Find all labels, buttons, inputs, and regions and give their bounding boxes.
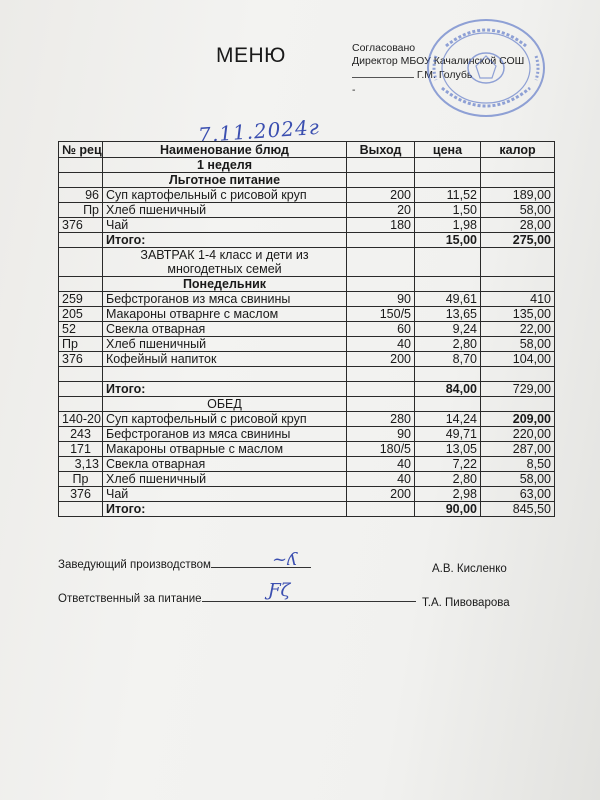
menu-title: МЕНЮ	[216, 44, 286, 67]
cell-name: Хлеб пшеничный	[103, 203, 347, 218]
cell-kcal: 209,00	[481, 412, 555, 427]
cell-rec: 52	[59, 322, 103, 337]
table-row	[59, 487, 555, 502]
cell-out: 150/5	[347, 307, 415, 322]
cell-out: 200	[347, 188, 415, 203]
table-row	[59, 442, 555, 457]
cell-price: 2,80	[415, 472, 481, 487]
cell-kcal: 58,00	[481, 472, 555, 487]
cell-kcal: 58,00	[481, 337, 555, 352]
total-row	[59, 233, 555, 248]
director-name: Г.М. Голубь	[416, 69, 473, 81]
table-row	[59, 203, 555, 218]
cell-name: Хлеб пшеничный	[103, 472, 347, 487]
cell-out: 90	[347, 427, 415, 442]
total-price: 90,00	[415, 502, 481, 517]
cell-kcal: 58,00	[481, 203, 555, 218]
responsible-name: Т.А. Пивоварова	[422, 597, 510, 609]
cell-name: Макароны отварные с маслом	[103, 442, 347, 457]
cell-rec: 243	[59, 427, 103, 442]
day-row	[59, 277, 555, 292]
cell-kcal: 220,00	[481, 427, 555, 442]
cell-kcal: 410	[481, 292, 555, 307]
cell-out: 40	[347, 337, 415, 352]
cell-out: 40	[347, 472, 415, 487]
responsible-signature-icon: Ƒζ	[268, 580, 291, 601]
manager-name: А.В. Кисленко	[432, 563, 507, 575]
table-row	[59, 337, 555, 352]
cell-kcal: 104,00	[481, 352, 555, 367]
cell-out: 200	[347, 487, 415, 502]
cell-rec: Пр	[59, 472, 103, 487]
responsible-signature-line	[58, 591, 416, 605]
approval-line1: Согласовано	[352, 42, 416, 54]
manager-signature-icon: ~ʎ	[272, 549, 298, 570]
cell-out: 200	[347, 352, 415, 367]
cell-out: 60	[347, 322, 415, 337]
cell-kcal: 287,00	[481, 442, 555, 457]
cell-price: 14,24	[415, 412, 481, 427]
cell-rec: 96	[59, 188, 103, 203]
cell-rec: Пр	[59, 203, 103, 218]
total-kcal: 729,00	[481, 382, 555, 397]
cell-rec: 376	[59, 487, 103, 502]
cell-rec: 259	[59, 292, 103, 307]
responsible-label: Ответственный за питание	[58, 593, 202, 605]
col-header-kcal: калор	[481, 142, 555, 158]
cell-kcal: 63,00	[481, 487, 555, 502]
approval-line2: Директор МБОУ Качалинской СОШ	[352, 55, 525, 67]
cell-kcal: 28,00	[481, 218, 555, 233]
table-row	[59, 307, 555, 322]
cell-price: 7,22	[415, 457, 481, 472]
total-label: Итого:	[103, 502, 347, 517]
cell-out: 20	[347, 203, 415, 218]
cell-rec: 376	[59, 352, 103, 367]
cell-name: Кофейный напиток	[103, 352, 347, 367]
cell-price: 1,98	[415, 218, 481, 233]
cell-rec: 376	[59, 218, 103, 233]
cell-rec: 171	[59, 442, 103, 457]
total-label: Итого:	[103, 233, 347, 248]
cell-price: 1,50	[415, 203, 481, 218]
handwritten-date: 7.11.2024г	[197, 114, 321, 148]
cell-name: Суп картофельный с рисовой круп	[103, 188, 347, 203]
table-row	[59, 427, 555, 442]
cell-name: Свекла отварная	[103, 322, 347, 337]
cell-rec: 205	[59, 307, 103, 322]
table-row	[59, 352, 555, 367]
table-row	[59, 457, 555, 472]
col-header-rec: № рец	[59, 142, 103, 158]
cell-name: Хлеб пшеничный	[103, 337, 347, 352]
col-header-price: цена	[415, 142, 481, 158]
table-row	[59, 322, 555, 337]
table-row	[59, 292, 555, 307]
cell-name: Бефстроганов из мяса свинины	[103, 427, 347, 442]
total-row	[59, 502, 555, 517]
official-stamp-icon	[424, 16, 548, 120]
col-header-name: Наименование блюд	[103, 142, 347, 158]
cell-kcal: 135,00	[481, 307, 555, 322]
cell-kcal: 8,50	[481, 457, 555, 472]
lunch-title: ОБЕД	[103, 397, 347, 412]
cell-name: Чай	[103, 218, 347, 233]
cell-price: 8,70	[415, 352, 481, 367]
cell-name: Бефстроганов из мяса свинины	[103, 292, 347, 307]
table-row	[59, 218, 555, 233]
cell-price: 13,05	[415, 442, 481, 457]
section-label: Льготное питание	[103, 173, 347, 188]
cell-price: 2,80	[415, 337, 481, 352]
cell-rec: Пр	[59, 337, 103, 352]
breakfast-title: ЗАВТРАК 1-4 класс и дети из многодетных семей	[103, 248, 347, 277]
cell-price: 49,71	[415, 427, 481, 442]
col-header-out: Выход	[347, 142, 415, 158]
empty-row	[59, 367, 555, 382]
total-price: 15,00	[415, 233, 481, 248]
cell-name: Суп картофельный с рисовой круп	[103, 412, 347, 427]
approval-dash: -	[352, 84, 356, 96]
cell-price: 11,52	[415, 188, 481, 203]
table-row	[59, 472, 555, 487]
cell-name: Свекла отварная	[103, 457, 347, 472]
section-row	[59, 173, 555, 188]
cell-out: 40	[347, 457, 415, 472]
total-kcal: 275,00	[481, 233, 555, 248]
signature-rule	[202, 591, 416, 602]
total-row	[59, 382, 555, 397]
manager-label: Заведующий производством	[58, 559, 211, 571]
cell-name: Макароны отварнre с маслом	[103, 307, 347, 322]
breakfast-title-row	[59, 248, 555, 277]
table-row	[59, 188, 555, 203]
menu-table	[58, 141, 555, 517]
total-kcal: 845,50	[481, 502, 555, 517]
cell-price: 2,98	[415, 487, 481, 502]
cell-kcal: 189,00	[481, 188, 555, 203]
cell-name: Чай	[103, 487, 347, 502]
cell-kcal: 22,00	[481, 322, 555, 337]
cell-rec: 3,13	[59, 457, 103, 472]
cell-out: 180	[347, 218, 415, 233]
week-label: 1 неделя	[103, 158, 347, 173]
day-label: Понедельник	[103, 277, 347, 292]
cell-out: 280	[347, 412, 415, 427]
total-label: Итого:	[103, 382, 347, 397]
total-price: 84,00	[415, 382, 481, 397]
cell-out: 180/5	[347, 442, 415, 457]
cell-rec: 140-20	[59, 412, 103, 427]
signature-blank	[352, 68, 414, 78]
cell-price: 13,65	[415, 307, 481, 322]
table-header-row	[59, 142, 555, 158]
cell-out: 90	[347, 292, 415, 307]
lunch-title-row	[59, 397, 555, 412]
cell-price: 49,61	[415, 292, 481, 307]
table-row	[59, 412, 555, 427]
week-row	[59, 158, 555, 173]
cell-price: 9,24	[415, 322, 481, 337]
